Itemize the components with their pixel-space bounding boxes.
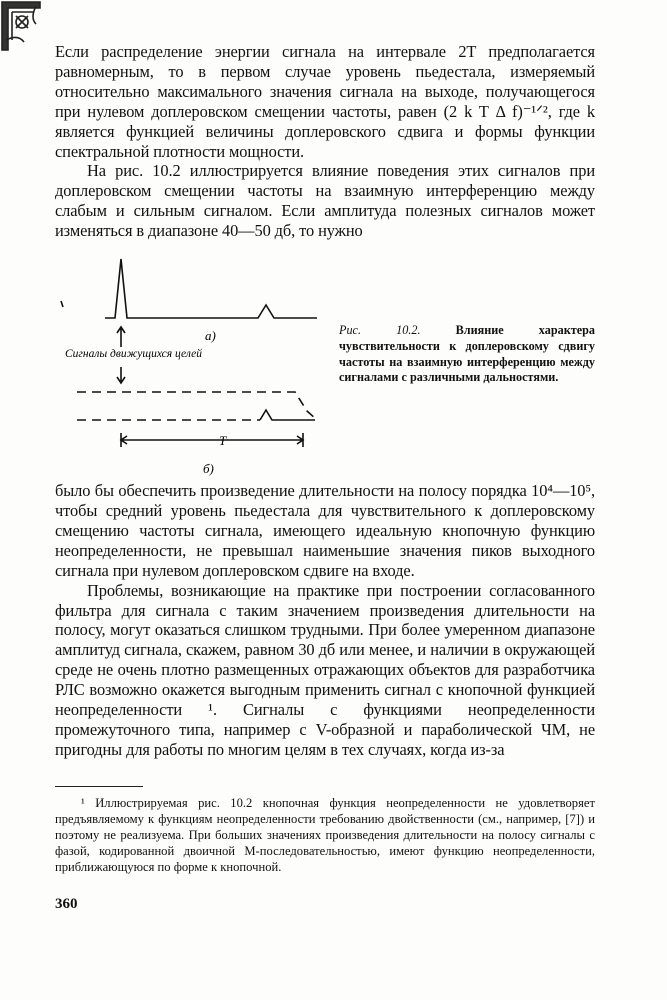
figure-10-2 <box>55 247 595 477</box>
page-body <box>55 42 595 875</box>
caption-text: Влияние характера чувствительности к доплеровскому сдвигу частоты на взаимную интерференцию между сигналами с различными дальностями. <box>339 323 595 385</box>
figure-label-b: б) <box>203 461 214 477</box>
paragraph-1: Если распределение энергии сигнала на интервале 2T предполагается равномерным, то в первом случае уровень пьедестала, измеряемый относительно максимального значения сигнала на выходе, получающегося при нулевом доплеровском смещении частоты, равен (2 k T Δ f)⁻¹ᐟ², где k является функцией величины доплеровского сдвига и формы функции спектральной плотности мощности. <box>55 42 595 161</box>
corner-ornament-icon <box>0 0 46 56</box>
arrow-up-icon <box>117 327 125 347</box>
paragraph-4: Проблемы, возникающие на практике при построении согласованного фильтра для сигнала с таким значением произведения длительности на полосу, могут оказаться слишком трудными. При более умеренном диапазоне амплитуд сигнала, скажем, равном 30 дб или менее, и наличии в окружающей среде не очень плотно размещенных отражающих объектов для разработчика РЛС возможно окажется выгодным применить сигнал с кнопочной функцией неопределенности ¹. Сигналы с функциями неопределенности промежуточного типа, например с V-образной и параболической ЧМ, не пригодны для работы по многим целям в тех случаях, когда из-за <box>55 580 595 759</box>
figure-caption <box>339 323 595 386</box>
footnote: ¹ Иллюстрируемая рис. 10.2 кнопочная функция неопределенности не удовлетворяет предъявляемому к функциям неопределенности требованию двойственности (см., например, [7]) и поэтому не реализуема. При больших значениях произведения длительности на полосу сигналы с фазой, кодированной двоичной M-последовательностью, имеют функцию неопределенности, приближающуюся по форме к кнопочной. <box>55 795 595 874</box>
page-number: 360 <box>55 896 78 912</box>
paragraph-2: На рис. 10.2 иллюстрируется влияние поведения этих сигналов при доплеровском смещении частоты на взаимную интерференцию между слабым и сильным сигналом. Если амплитуда полезных сигналов может изменяться в диапазоне 40—50 дб, то нужно <box>55 161 595 241</box>
figure-label-a: а) <box>205 328 216 344</box>
signal-trace-a <box>105 259 317 318</box>
moving-targets-label: Сигналы движущихся целей <box>65 348 202 361</box>
figure-diagram <box>55 247 335 477</box>
paragraph-3: было бы обеспечить произведение длительности на полосу порядка 10⁴—10⁵, чтобы средний уровень пьедестала для чувствительного к доплеровскому смещению частоты сигнала, имеющего идеальную кнопочную функцию неопределенности, не превышал наименьшие значения пиков выходного сигнала при нулевом доплеровском сдвиге на входе. <box>55 481 595 580</box>
pedestal-dashed <box>77 392 317 420</box>
interval-bracket <box>121 433 303 447</box>
footnote-divider <box>55 786 143 787</box>
arrow-down-icon <box>117 367 125 383</box>
interval-label: T <box>219 433 227 449</box>
caption-label: Рис. 10.2. <box>339 323 421 338</box>
marker-tick <box>61 301 63 307</box>
